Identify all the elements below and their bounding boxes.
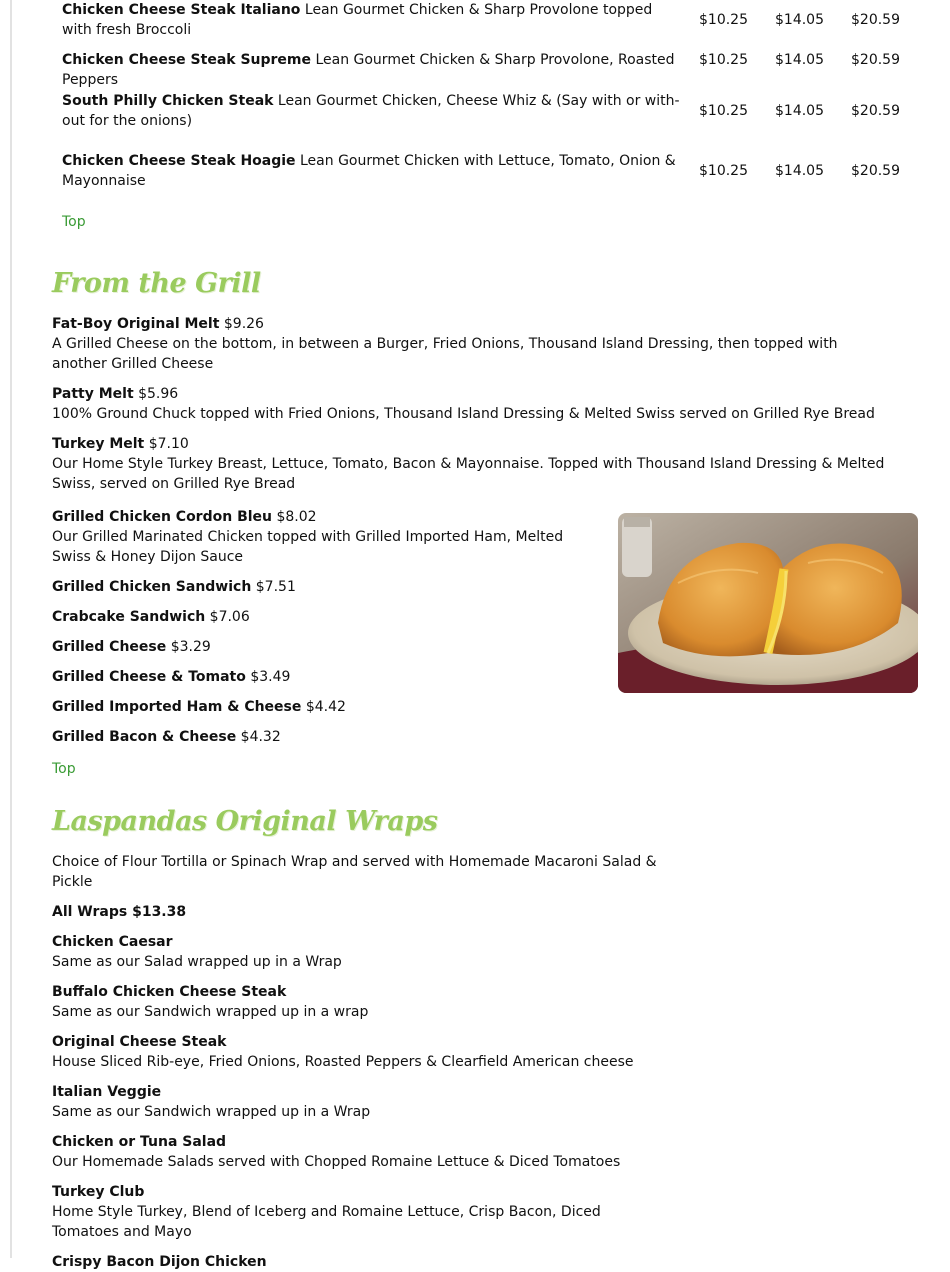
item-name: Chicken Cheese Steak Hoagie xyxy=(62,153,296,169)
item-name: Chicken Caesar xyxy=(52,934,173,950)
item-description: Same as our Salad wrapped up in a Wrap xyxy=(52,954,342,970)
item-name: Turkey Club xyxy=(52,1184,145,1200)
item-description: Our Homemade Salads served with Chopped Romaine Lettuce & Diced Tomatoes xyxy=(52,1154,621,1170)
item-price: $4.42 xyxy=(305,699,346,715)
item-price: $7.51 xyxy=(255,579,296,595)
item-description: Lean Gourmet Chicken with Lettuce, Tomato, Onion & Mayonnaise xyxy=(62,153,676,189)
item-name: Grilled Cheese & Tomato xyxy=(52,669,246,685)
item-description: Same as our Sandwich wrapped up in a Wrap xyxy=(52,1104,371,1120)
list-item xyxy=(52,314,892,374)
price-small: $10.25 xyxy=(699,52,748,68)
item-description: Lean Gourmet Chicken & Sharp Provolone, Roasted Peppers xyxy=(62,52,675,88)
list-item xyxy=(52,1132,672,1172)
price-small: $10.25 xyxy=(699,12,748,28)
item-price: $9.26 xyxy=(223,316,264,332)
list-item xyxy=(52,667,592,687)
grilled-cheese-photo xyxy=(618,513,918,693)
price-medium: $14.05 xyxy=(775,52,824,68)
item-price: $4.32 xyxy=(240,729,281,745)
grill-items-wide xyxy=(52,314,892,494)
item-price: $5.96 xyxy=(138,386,179,402)
table-row xyxy=(62,91,942,131)
item-name: Chicken Cheese Steak Supreme xyxy=(62,52,311,68)
price-large: $20.59 xyxy=(851,103,900,119)
price-medium: $14.05 xyxy=(775,12,824,28)
item-name: Grilled Cheese xyxy=(52,639,167,655)
item-description: A Grilled Cheese on the bottom, in between a Burger, Fried Onions, Thousand Island Dressing, then topped with another Grilled Cheese xyxy=(52,336,838,372)
list-item xyxy=(52,1182,672,1242)
item-name: Crispy Bacon Dijon Chicken xyxy=(52,1254,267,1270)
item-price: $7.06 xyxy=(209,609,250,625)
wraps-intro: Choice of Flour Tortilla or Spinach Wrap and served with Homemade Macaroni Salad & Pickle xyxy=(52,854,657,890)
list-item xyxy=(52,637,592,657)
list-item xyxy=(52,607,592,627)
item-name: Patty Melt xyxy=(52,386,134,402)
chicken-cheesesteak-table-rows xyxy=(62,151,942,191)
list-item xyxy=(52,1082,672,1122)
table-row xyxy=(62,0,942,40)
price-large: $20.59 xyxy=(851,12,900,28)
item-name: Turkey Melt xyxy=(52,436,145,452)
wraps-price: All Wraps $13.38 xyxy=(52,904,187,920)
grill-items-narrow xyxy=(52,507,592,747)
item-price: $7.10 xyxy=(148,436,189,452)
item-description: House Sliced Rib-eye, Fried Onions, Roasted Peppers & Clearfield American cheese xyxy=(52,1054,634,1070)
table-row xyxy=(62,50,942,88)
price-large: $20.59 xyxy=(851,163,900,179)
price-small: $10.25 xyxy=(699,103,748,119)
item-name: Grilled Chicken Sandwich xyxy=(52,579,252,595)
list-item xyxy=(52,932,672,972)
item-description: Our Grilled Marinated Chicken topped with Grilled Imported Ham, Melted Swiss & Honey Dijon Sauce xyxy=(52,529,564,565)
chicken-cheesesteak-table xyxy=(62,0,942,40)
item-name: Chicken Cheese Steak Italiano xyxy=(62,2,301,18)
section-title-wraps: Laspandas Original Wraps xyxy=(52,806,438,837)
list-item xyxy=(52,384,892,424)
list-item xyxy=(52,1252,672,1272)
item-name: Grilled Imported Ham & Cheese xyxy=(52,699,302,715)
item-name: Grilled Chicken Cordon Bleu xyxy=(52,509,273,525)
price-medium: $14.05 xyxy=(775,103,824,119)
list-item xyxy=(52,1032,672,1072)
item-price: $3.49 xyxy=(250,669,291,685)
item-description: Our Home Style Turkey Breast, Lettuce, Tomato, Bacon & Mayonnaise. Topped with Thousand Island Dressing & Melted Swiss, served on Grilled Rye Bread xyxy=(52,456,885,492)
item-name: Fat-Boy Original Melt xyxy=(52,316,220,332)
item-name: Grilled Bacon & Cheese xyxy=(52,729,237,745)
item-description: Lean Gourmet Chicken & Sharp Provolone topped with fresh Broccoli xyxy=(62,2,653,38)
item-description: Same as our Sandwich wrapped up in a wrap xyxy=(52,1004,369,1020)
item-name: Chicken or Tuna Salad xyxy=(52,1134,227,1150)
item-description: Home Style Turkey, Blend of Iceberg and Romaine Lettuce, Crisp Bacon, Diced Tomatoes and Mayo xyxy=(52,1204,601,1240)
item-price: $3.29 xyxy=(170,639,211,655)
table-row xyxy=(62,151,942,191)
list-item xyxy=(52,697,592,717)
item-name: South Philly Chicken Steak xyxy=(62,93,274,109)
back-to-top-link[interactable]: Top xyxy=(52,761,76,777)
item-name: Original Cheese Steak xyxy=(52,1034,227,1050)
list-item xyxy=(52,434,892,494)
item-description: 100% Ground Chuck topped with Fried Onions, Thousand Island Dressing & Melted Swiss served on Grilled Rye Bread xyxy=(52,406,875,422)
back-to-top-link[interactable]: Top xyxy=(62,214,86,230)
list-item xyxy=(52,727,592,747)
price-small: $10.25 xyxy=(699,163,748,179)
list-item xyxy=(52,982,672,1022)
wraps-list xyxy=(52,852,672,1272)
price-medium: $14.05 xyxy=(775,163,824,179)
item-description: Lean Gourmet Chicken, Cheese Whiz & (Say with or with-out for the onions) xyxy=(62,93,680,129)
item-name: Crabcake Sandwich xyxy=(52,609,206,625)
list-item xyxy=(52,507,592,567)
item-name: Italian Veggie xyxy=(52,1084,162,1100)
chicken-cheesesteak-table-rows xyxy=(62,50,942,88)
item-name: Buffalo Chicken Cheese Steak xyxy=(52,984,287,1000)
section-title-grill: From the Grill xyxy=(52,268,261,299)
chicken-cheesesteak-table-rows xyxy=(62,91,942,131)
page-left-border xyxy=(10,0,12,1258)
list-item xyxy=(52,577,592,597)
price-large: $20.59 xyxy=(851,52,900,68)
item-price: $8.02 xyxy=(276,509,317,525)
